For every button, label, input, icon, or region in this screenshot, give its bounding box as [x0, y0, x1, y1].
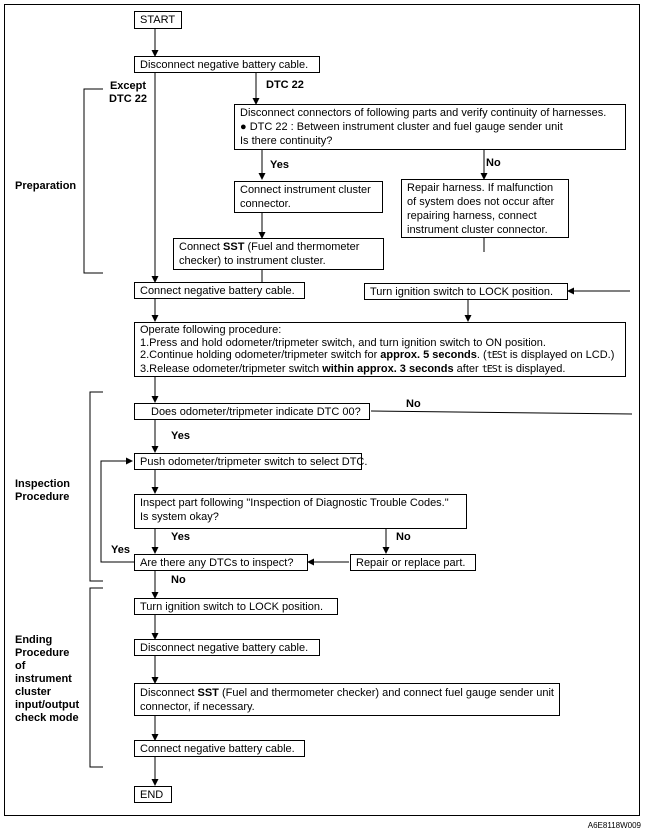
connect-cluster-box: Connect instrument cluster connector.	[234, 181, 383, 213]
turn-lock-box-1: Turn ignition switch to LOCK position.	[364, 283, 568, 300]
end-box: END	[134, 786, 172, 803]
dtc22-label: DTC 22	[266, 79, 304, 91]
start-label: START	[140, 14, 176, 26]
disconnect-connectors-box: Disconnect connectors of following parts and verify continuity of harnesses. ● DTC 22 : Between instrument cluster and fuel gauge sender unit Is there continuity?	[234, 104, 626, 150]
except-dtc22-label: Except DTC 22	[109, 80, 147, 105]
disconnect-negative-box	[134, 56, 320, 73]
lcd-test-glyph: tESt	[486, 350, 507, 361]
push-switch-box: Push odometer/tripmeter switch to select DTC.	[134, 453, 362, 470]
connect-negative-box-2: Connect negative battery cable.	[134, 740, 305, 757]
disconnect-negative-box-2: Disconnect negative battery cable.	[134, 639, 320, 656]
section-preparation: Preparation	[15, 180, 77, 192]
no-label-3: No	[396, 531, 411, 543]
figure-code: A6E8118W009	[587, 821, 641, 830]
connect-negative-box-1: Connect negative battery cable.	[134, 282, 305, 299]
start-box	[134, 11, 182, 29]
repair-replace-box: Repair or replace part.	[350, 554, 476, 571]
no-label-2: No	[406, 398, 421, 410]
any-dtcs-box: Are there any DTCs to inspect?	[134, 554, 308, 571]
connect-sst-box: Connect SST (Fuel and thermometer checker) to instrument cluster.	[173, 238, 384, 270]
yes-label-3: Yes	[171, 531, 190, 543]
turn-lock-box-2: Turn ignition switch to LOCK position.	[134, 598, 338, 615]
no-label-1: No	[486, 157, 501, 169]
disconnect-negative-label: Disconnect negative battery cable.	[140, 59, 309, 71]
no-label-4: No	[171, 574, 186, 586]
inspect-part-box: Inspect part following "Inspection of Diagnostic Trouble Codes." Is system okay?	[134, 494, 467, 529]
yes-label-1: Yes	[270, 159, 289, 171]
operate-procedure-box: Operate following procedure: 1.Press and hold odometer/tripmeter switch, and turn ignition switch to ON position. 2.Continue holding odometer/tripmeter switch for approx. 5 seconds. (tESt is displayed on LCD.) 3.Release odometer/tripmeter switch within approx. 3 seconds after tESt is displayed.	[134, 322, 626, 377]
repair-harness-box: Repair harness. If malfunction of system does not occur after repairing harness, connect instrument cluster connector.	[401, 179, 569, 238]
section-inspection: Inspection Procedure	[15, 478, 71, 503]
yes-loop-label: Yes	[111, 544, 130, 556]
disconnect-sst-box: Disconnect SST (Fuel and thermometer checker) and connect fuel gauge sender unit connector, if necessary.	[134, 683, 560, 716]
yes-label-2: Yes	[171, 430, 190, 442]
section-ending: Ending Procedure of instrument cluster input/output check mode	[15, 634, 80, 724]
does-dtc00-box: Does odometer/tripmeter indicate DTC 00?	[134, 403, 370, 420]
lcd-test-glyph: tESt	[481, 363, 502, 375]
